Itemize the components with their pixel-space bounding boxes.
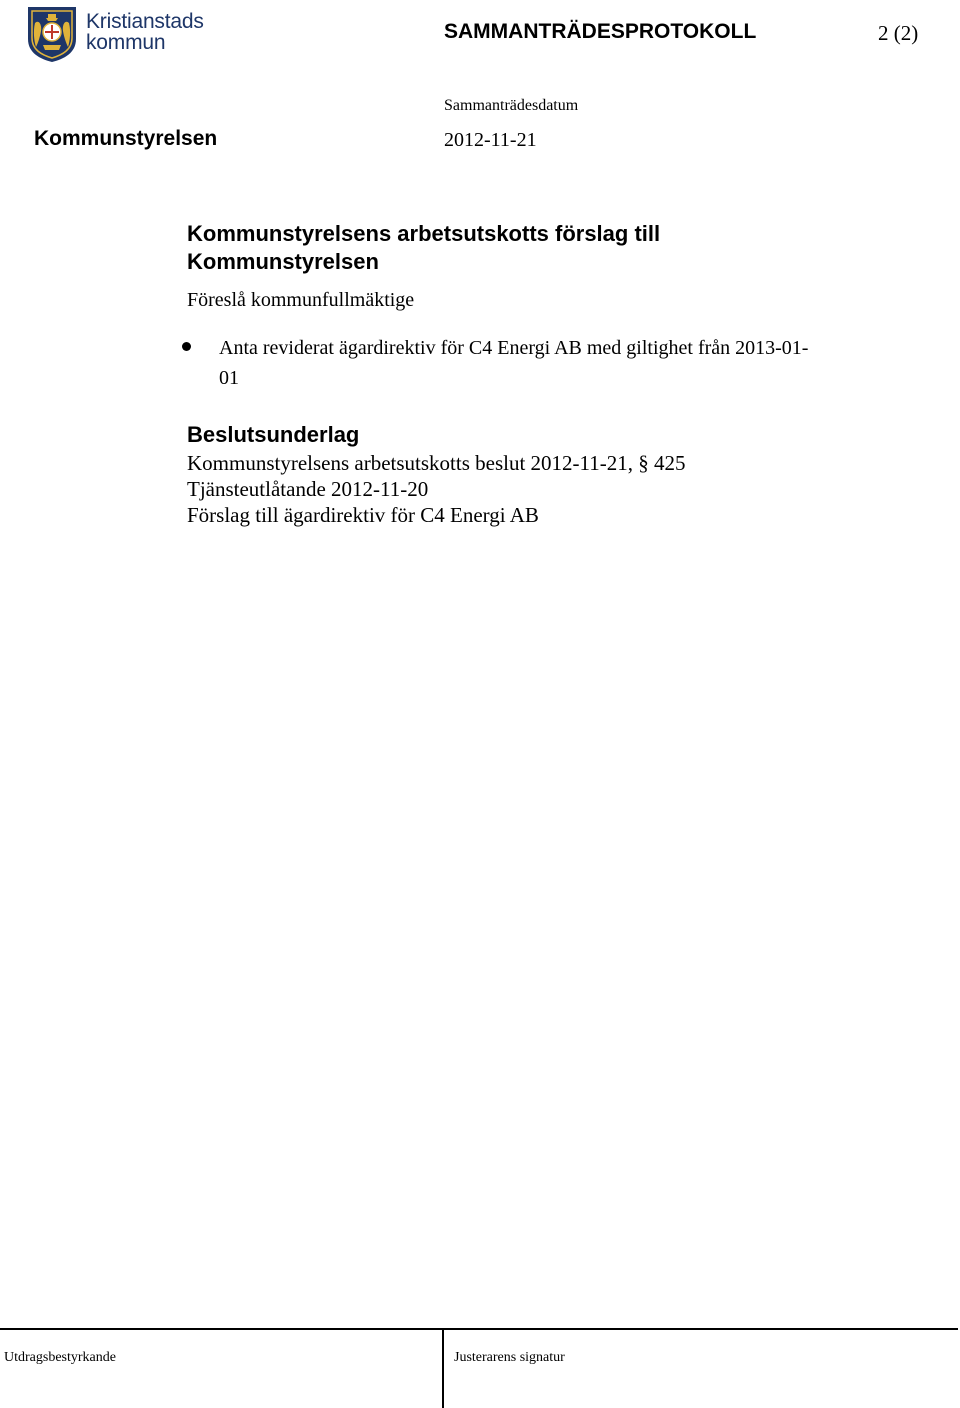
logo-line-2: kommun [86, 31, 166, 54]
basis-item: Förslag till ägardirektiv för C4 Energi AB [187, 503, 539, 527]
basis-section-title: Beslutsunderlag [187, 422, 360, 447]
meeting-date-label: Sammanträdesdatum [444, 97, 579, 114]
footer-rule [0, 1328, 958, 1330]
logo-line-1: Kristianstads [86, 10, 204, 33]
proposal-bullet-item: Anta reviderat ägardirektiv för C4 Energi AB med giltighet från 2013-01-01 [219, 337, 809, 389]
footer-divider [442, 1328, 444, 1408]
page-number: 2 (2) [878, 21, 919, 45]
proposal-intro: Föreslå kommunfullmäktige [187, 289, 415, 311]
basis-list [187, 450, 686, 528]
coat-of-arms-icon [26, 5, 78, 63]
document-type: SAMMANTRÄDESPROTOKOLL [444, 20, 757, 43]
board-name: Kommunstyrelsen [34, 127, 218, 150]
proposal-heading: Kommunstyrelsens arbetsutskotts förslag till Kommunstyrelsen [187, 221, 661, 274]
footer-extract-certification-label: Utdragsbestyrkande [4, 1350, 116, 1365]
meeting-date: 2012-11-21 [444, 129, 537, 151]
basis-item: Kommunstyrelsens arbetsutskotts beslut 2012-11-21, § 425 [187, 451, 686, 475]
basis-item: Tjänsteutlåtande 2012-11-20 [187, 477, 429, 501]
bullet-icon [182, 342, 191, 351]
municipality-logo [26, 5, 216, 65]
footer-adjuster-signature-label: Justerarens signatur [454, 1350, 565, 1365]
